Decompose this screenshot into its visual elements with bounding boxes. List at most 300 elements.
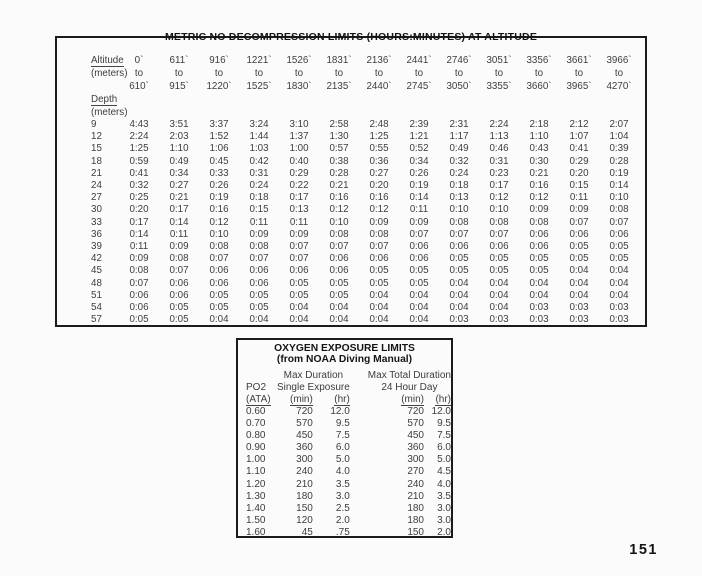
single-exposure-min: 150 [296,502,313,514]
limit-54-9: 0:04 [489,302,509,314]
po2-value: 1.50 [246,514,266,526]
depth-value: 39 [91,241,102,253]
limit-42-1: 0:08 [169,253,189,265]
single-exposure-group-label-line2: Single Exposure [276,382,350,393]
limit-15-12: 0:39 [609,143,629,155]
altitude-to-word-3: to [254,68,264,79]
depth-value: 48 [91,277,102,289]
altitude-to-word-6: to [374,68,384,79]
limit-30-10: 0:09 [529,204,549,216]
depth-value: 18 [91,155,102,167]
depth-unit-label: (meters) [91,107,128,118]
altitude-from-12: 3966` [606,55,632,66]
oxygen-row-po2-1.50 [246,515,451,527]
limit-9-5: 2:58 [329,119,349,130]
oxygen-row-po2-1.30 [246,491,451,503]
limit-45-8: 0:05 [449,265,469,277]
limit-15-3: 1:03 [249,143,269,155]
altitude-to-11: 3965` [566,81,592,92]
depth-value: 36 [91,228,102,240]
oxygen-row-po2-1.60 [246,527,451,539]
total-min-unit-label [350,394,424,406]
depth-unit-spacer-8 [439,106,479,119]
single-exposure-min: 240 [296,466,313,478]
limit-12-6: 1:25 [369,131,389,143]
oxygen-header-units-row [246,394,451,406]
altitude-to-word-8: to [454,68,464,79]
depth-unit-spacer-3 [239,106,279,119]
limit-36-7: 0:07 [409,228,429,240]
limit-42-9: 0:05 [489,253,509,265]
limit-21-8: 0:24 [449,167,469,179]
limit-24-7: 0:19 [409,180,429,192]
altitude-to-word-1: to [174,68,184,79]
limit-21-0: 0:41 [129,167,149,179]
limit-21-7: 0:26 [409,167,429,179]
total-duration-group-label-line2: 24 Hour Day [381,382,438,393]
altitude-from-6: 2136` [366,55,392,66]
limit-36-9: 0:07 [489,228,509,240]
total-duration-hr: 2.0 [437,526,451,538]
altitude-to-word-2: to [214,68,224,79]
single-min-unit-text: (min) [290,394,313,405]
limit-21-10: 0:21 [529,167,549,179]
metric-no-deco-table-box [55,31,647,327]
altitude-to-10: 3660` [526,81,552,92]
limit-9-8: 2:31 [449,119,469,130]
limit-54-7: 0:04 [409,302,429,314]
no-deco-row-depth-24 [85,180,639,192]
limit-42-7: 0:06 [409,253,429,265]
depth-label-spacer-0 [119,93,159,106]
limit-48-12: 0:04 [609,277,629,289]
single-hr-unit-label [313,394,350,406]
limit-54-6: 0:04 [369,302,389,314]
depth-value: 15 [91,143,102,155]
single-exposure-hr: 9.5 [335,418,350,430]
total-duration-hr: 3.0 [437,502,451,514]
limit-33-3: 0:11 [249,216,269,228]
altitude-from-5: 1831` [326,55,352,66]
limit-51-0: 0:06 [129,289,149,301]
limit-12-10: 1:10 [529,131,549,143]
oxygen-row-po2-0.70 [246,418,451,430]
altitude-from-2: 916` [209,55,229,66]
limit-24-12: 0:14 [609,180,629,192]
depth-value: 24 [91,180,102,192]
limit-12-5: 1:30 [329,131,349,143]
total-duration-min: 150 [407,526,424,538]
po2-value: 0.90 [246,442,266,454]
limit-30-6: 0:12 [369,204,389,216]
total-duration-min: 450 [407,430,424,442]
limit-39-3: 0:08 [249,241,269,253]
limit-24-5: 0:21 [329,180,349,192]
limit-48-3: 0:06 [249,277,269,289]
depth-label [85,93,119,106]
limit-45-12: 0:04 [609,265,629,277]
no-deco-row-depth-9 [85,119,639,131]
altitude-to-word-9: to [494,68,504,79]
depth-value: 54 [91,302,102,314]
altitude-to-6: 2440` [366,81,392,92]
po2-column-label: PO2 [246,382,267,393]
limit-42-3: 0:07 [249,253,269,265]
limit-15-0: 1:25 [129,143,149,155]
total-hr-unit-text: (hr) [435,394,451,405]
limit-30-12: 0:08 [609,204,629,216]
limit-36-0: 0:14 [129,228,149,240]
limit-30-9: 0:10 [489,204,509,216]
limit-51-9: 0:04 [489,289,509,301]
depth-label-spacer-1 [159,93,199,106]
limit-57-10: 0:03 [529,314,549,326]
limit-18-4: 0:40 [289,155,309,167]
no-deco-row-depth-27 [85,192,639,204]
limit-48-10: 0:04 [529,277,549,289]
limit-27-2: 0:19 [209,192,229,204]
total-duration-min: 360 [407,442,424,454]
limit-39-8: 0:06 [449,241,469,253]
limit-51-10: 0:04 [529,289,549,301]
limit-12-0: 2:24 [129,131,149,143]
depth-value: 21 [91,167,102,179]
oxygen-row-po2-1.00 [246,454,451,466]
limit-45-9: 0:05 [489,265,509,277]
altitude-to-word-12: to [614,68,624,79]
limit-42-5: 0:06 [329,253,349,265]
total-duration-hr: 5.0 [437,454,451,466]
depth-value: 33 [91,216,102,228]
altitude-from-7: 2441` [406,55,432,66]
altitude-label-text: Altitude [91,55,124,66]
altitude-from-row [85,54,639,67]
oxygen-row-po2-1.40 [246,503,451,515]
limit-15-9: 0:46 [489,143,509,155]
depth-value: 9 [91,119,97,130]
total-hr-unit-label [424,394,451,406]
limit-18-9: 0:31 [489,155,509,167]
limit-45-3: 0:06 [249,265,269,277]
limit-12-12: 1:04 [609,131,629,143]
limit-51-5: 0:05 [329,289,349,301]
oxygen-table [246,370,451,539]
depth-value: 27 [91,192,102,204]
limit-24-0: 0:32 [129,180,149,192]
depth-unit-spacer-11 [559,106,599,119]
limit-39-0: 0:11 [129,241,149,253]
single-hr-unit-text: (hr) [334,394,350,405]
total-duration-min: 180 [407,502,424,514]
single-exposure-hr: 4.0 [335,466,350,478]
limit-42-11: 0:05 [569,253,589,265]
limit-57-6: 0:04 [369,314,389,326]
limit-39-2: 0:08 [209,241,229,253]
limit-51-3: 0:05 [249,289,269,301]
limit-9-0: 4:43 [129,119,149,130]
total-duration-hr: 3.0 [437,514,451,526]
depth-label-spacer-6 [359,93,399,106]
total-duration-min: 180 [407,514,424,526]
limit-24-6: 0:20 [369,180,389,192]
limit-48-8: 0:04 [449,277,469,289]
limit-54-0: 0:06 [129,302,149,314]
limit-48-9: 0:04 [489,277,509,289]
limit-15-5: 0:57 [329,143,349,155]
limit-54-12: 0:03 [609,302,629,314]
depth-unit-spacer-1 [159,106,199,119]
limit-33-12: 0:07 [609,216,629,228]
limit-57-8: 0:03 [449,314,469,326]
oxygen-row-po2-1.20 [246,479,451,491]
po2-value: 1.00 [246,454,266,466]
oxygen-table-title: OXYGEN EXPOSURE LIMITS [274,343,415,354]
depth-value: 30 [91,204,102,216]
altitude-from-8: 2746` [446,55,472,66]
limit-54-3: 0:05 [249,302,269,314]
limit-36-5: 0:08 [329,228,349,240]
oxygen-exposure-table-box [236,338,453,538]
depth-label-spacer-9 [479,93,519,106]
limit-24-10: 0:16 [529,180,549,192]
depth-label-spacer-8 [439,93,479,106]
limit-36-2: 0:10 [209,228,229,240]
limit-48-11: 0:04 [569,277,589,289]
altitude-to-4: 1830` [286,81,312,92]
limit-54-11: 0:03 [569,302,589,314]
limit-18-5: 0:38 [329,155,349,167]
limit-12-1: 2:03 [169,131,189,143]
single-exposure-hr: 7.5 [335,430,350,442]
altitude-from-11: 3661` [566,55,592,66]
limit-18-6: 0:36 [369,155,389,167]
limit-42-0: 0:09 [129,253,149,265]
limit-54-10: 0:03 [529,302,549,314]
limit-57-12: 0:03 [609,314,629,326]
limit-15-2: 1:06 [209,143,229,155]
depth-label-spacer-12 [599,93,639,106]
limit-36-8: 0:07 [449,228,469,240]
limit-57-7: 0:04 [409,314,429,326]
altitude-from-10: 3356` [526,55,552,66]
limit-27-7: 0:14 [409,192,429,204]
altitude-to-word-7: to [414,68,424,79]
depth-label-spacer-10 [519,93,559,106]
page-number: 151 [629,542,658,558]
limit-24-9: 0:17 [489,180,509,192]
limit-57-0: 0:05 [129,314,149,326]
po2-value: 0.70 [246,418,266,430]
altitude-to-0: 610` [129,81,149,92]
limit-27-11: 0:11 [569,192,589,204]
limit-27-8: 0:13 [449,192,469,204]
limit-30-3: 0:15 [249,204,269,216]
limit-18-1: 0:49 [169,155,189,167]
altitude-to-word-5: to [334,68,344,79]
altitude-to-word-10: to [534,68,544,79]
altitude-upper-row [85,80,639,93]
limit-33-4: 0:11 [289,216,309,228]
limit-51-11: 0:04 [569,289,589,301]
limit-42-8: 0:05 [449,253,469,265]
metric-table [85,54,639,326]
limit-12-9: 1:13 [489,131,509,143]
oxygen-row-po2-0.90 [246,442,451,454]
altitude-from-1: 611` [169,55,189,66]
limit-36-6: 0:08 [369,228,389,240]
limit-15-10: 0:43 [529,143,549,155]
altitude-to-7: 2745` [406,81,432,92]
no-deco-row-depth-51 [85,290,639,302]
single-exposure-hr: 2.5 [335,502,350,514]
altitude-to-5: 2135` [326,81,352,92]
altitude-to-1: 915` [169,81,189,92]
single-exposure-min: 210 [296,478,313,490]
limit-42-6: 0:06 [369,253,389,265]
single-exposure-hr: 5.0 [335,454,350,466]
single-exposure-hr: 12.0 [330,406,350,417]
limit-36-3: 0:09 [249,228,269,240]
limit-30-0: 0:20 [129,204,149,216]
limit-27-5: 0:16 [329,192,349,204]
limit-54-1: 0:05 [169,302,189,314]
limit-9-3: 3:24 [249,119,269,130]
limit-48-6: 0:05 [369,277,389,289]
no-deco-row-depth-33 [85,217,639,229]
depth-unit-spacer-7 [399,106,439,119]
limit-12-3: 1:44 [249,131,269,143]
limit-18-8: 0:32 [449,155,469,167]
limit-51-2: 0:05 [209,289,229,301]
limit-30-4: 0:13 [289,204,309,216]
limit-18-7: 0:34 [409,155,429,167]
limit-42-10: 0:05 [529,253,549,265]
depth-label-spacer-3 [239,93,279,106]
limit-9-7: 2:39 [409,119,429,130]
limit-9-6: 2:48 [369,119,389,130]
limit-18-11: 0:29 [569,155,589,167]
limit-21-5: 0:28 [329,167,349,179]
limit-33-1: 0:14 [169,216,189,228]
limit-21-2: 0:33 [209,167,229,179]
altitude-to-8: 3050` [446,81,472,92]
limit-57-9: 0:03 [489,314,509,326]
limit-51-6: 0:04 [369,289,389,301]
total-duration-min: 210 [407,490,424,502]
limit-45-1: 0:07 [169,265,189,277]
limit-33-6: 0:09 [369,216,389,228]
limit-27-9: 0:12 [489,192,509,204]
depth-label-spacer-11 [559,93,599,106]
single-exposure-hr: .75 [335,526,350,538]
limit-15-11: 0:41 [569,143,589,155]
limit-45-11: 0:04 [569,265,589,277]
limit-27-0: 0:25 [129,192,149,204]
depth-unit-spacer-10 [519,106,559,119]
single-exposure-min: 120 [296,514,313,526]
limit-27-1: 0:21 [169,192,189,204]
limit-48-4: 0:05 [289,277,309,289]
limit-45-7: 0:05 [409,265,429,277]
limit-30-7: 0:11 [409,204,429,216]
limit-39-4: 0:07 [289,241,309,253]
altitude-label [85,54,124,67]
limit-39-12: 0:05 [609,241,629,253]
limit-57-1: 0:05 [169,314,189,326]
limit-18-0: 0:59 [129,155,149,167]
limit-21-4: 0:29 [289,167,309,179]
limit-21-12: 0:19 [609,167,629,179]
altitude-to-word-4: to [294,68,304,79]
limit-54-2: 0:05 [209,302,229,314]
limit-42-2: 0:07 [209,253,229,265]
total-duration-min: 300 [407,454,424,466]
single-exposure-min: 720 [296,406,313,417]
po2-unit-label [246,394,277,406]
limit-48-2: 0:06 [209,277,229,289]
limit-24-4: 0:22 [289,180,309,192]
total-duration-hr: 7.5 [437,430,451,442]
limit-57-4: 0:04 [289,314,309,326]
limit-33-8: 0:08 [449,216,469,228]
limit-33-9: 0:08 [489,216,509,228]
altitude-from-3: 1221` [246,55,272,66]
altitude-to-3: 1525` [246,81,272,92]
limit-51-12: 0:04 [609,289,629,301]
limit-36-1: 0:11 [169,228,189,240]
limit-9-9: 2:24 [489,119,509,130]
altitude-unit-label: (meters) [91,68,128,79]
limit-21-6: 0:27 [369,167,389,179]
oxygen-table-rows [246,370,451,539]
limit-30-2: 0:16 [209,204,229,216]
limit-9-12: 2:07 [609,119,629,130]
limit-18-2: 0:45 [209,155,229,167]
total-duration-hr: 4.0 [437,478,451,490]
limit-45-6: 0:05 [369,265,389,277]
single-exposure-min: 360 [296,442,313,454]
total-duration-hr: 6.0 [437,442,451,454]
limit-54-5: 0:04 [329,302,349,314]
po2-value: 0.60 [246,406,266,417]
po2-unit-text: (ATA) [246,394,271,405]
depth-unit-row [85,106,639,119]
limit-18-10: 0:30 [529,155,549,167]
limit-9-11: 2:12 [569,119,589,130]
no-deco-row-depth-12 [85,131,639,143]
limit-24-8: 0:18 [449,180,469,192]
no-deco-row-depth-36 [85,229,639,241]
limit-30-8: 0:10 [449,204,469,216]
limit-42-4: 0:07 [289,253,309,265]
single-min-unit-label [277,394,313,406]
altitude-to-word-row [85,67,639,80]
oxygen-row-po2-0.60 [246,406,451,418]
limit-21-9: 0:23 [489,167,509,179]
limit-33-10: 0:08 [529,216,549,228]
limit-48-1: 0:06 [169,277,189,289]
limit-12-4: 1:37 [289,131,309,143]
depth-value: 45 [91,265,102,277]
limit-51-7: 0:04 [409,289,429,301]
limit-12-2: 1:52 [209,131,229,143]
single-exposure-min: 450 [296,430,313,442]
total-duration-hr: 12.0 [431,406,451,417]
limit-27-4: 0:17 [289,192,309,204]
limit-33-11: 0:07 [569,216,589,228]
no-deco-row-depth-54 [85,302,639,314]
header-spacer-cell [246,370,277,382]
